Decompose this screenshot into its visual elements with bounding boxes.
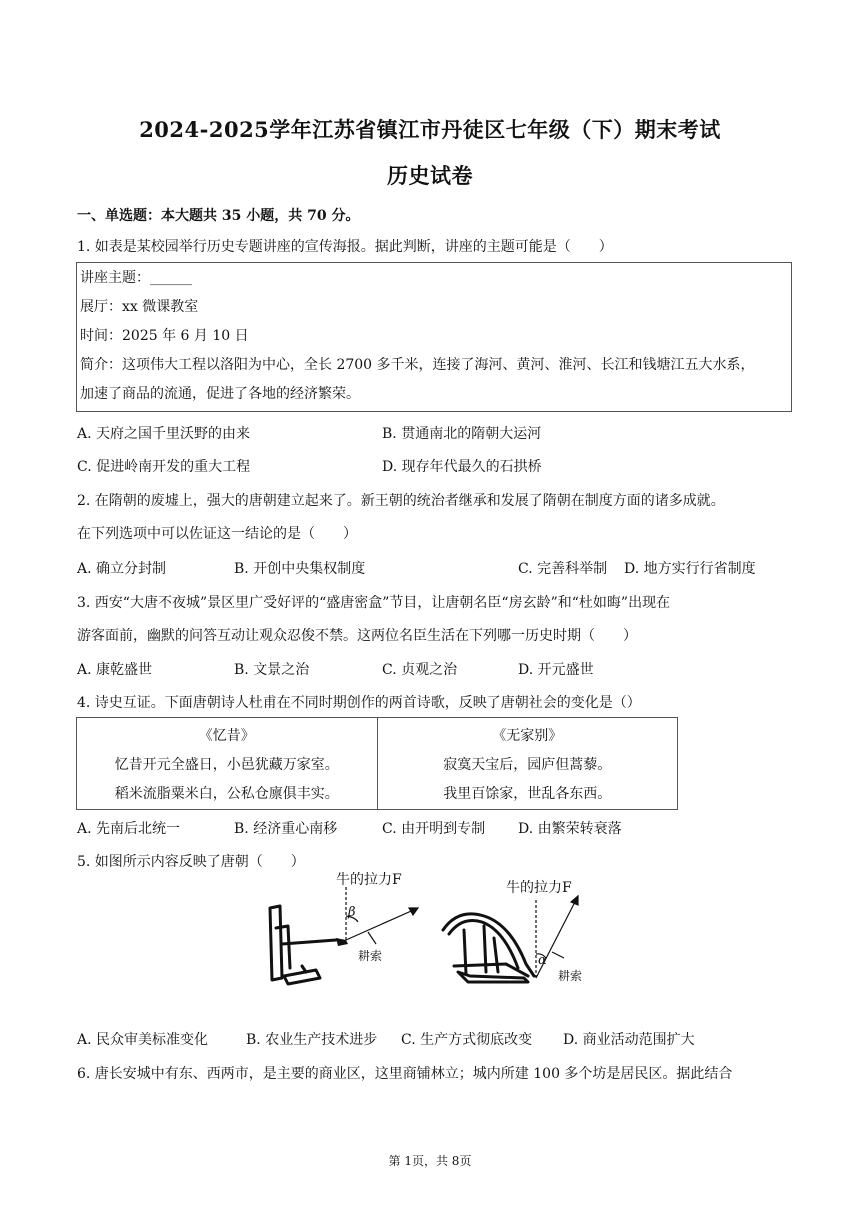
- q2-option-a[interactable]: A. 确立分封制: [77, 561, 167, 577]
- q3-option-b[interactable]: B. 文景之治: [234, 662, 310, 678]
- q1-option-c[interactable]: C. 促进岭南开发的重大工程: [77, 459, 251, 475]
- poster-intro-line-2: 加速了商品的流通，促进了各地的经济繁荣。: [80, 386, 360, 402]
- left-angle-label: β: [348, 905, 356, 920]
- q5-option-a[interactable]: A. 民众审美标准变化: [77, 1032, 209, 1048]
- q5-option-b[interactable]: B. 农业生产技术进步: [246, 1032, 378, 1048]
- straight-plough-drawing: [270, 906, 336, 984]
- poster-topic: 讲座主题：______: [80, 270, 192, 286]
- q2-option-b[interactable]: B. 开创中央集权制度: [234, 561, 366, 577]
- poem-line: 寂寞天宝后，园庐但蒿藜。: [443, 757, 612, 773]
- poster-time: 时间：2025 年 6 月 10 日: [80, 328, 249, 344]
- poem-title-yixi: 《忆昔》: [198, 728, 255, 744]
- q5-option-d[interactable]: D. 商业活动范围扩大: [563, 1032, 695, 1048]
- poem-cell-yixi: [77, 718, 378, 810]
- q4-option-c[interactable]: C. 由开明到专制: [382, 821, 486, 837]
- question-3-stem-line-2: 游客面前，幽默的问答互动让观众忍俊不禁。这两位名臣生活在下列哪一历史时期（ ）: [77, 628, 637, 644]
- right-force-label: 牛的拉力F: [506, 880, 572, 896]
- poem-line: 稻米流脂粟米白，公私仓廪俱丰实。: [114, 786, 339, 802]
- lecture-poster-box: [76, 262, 792, 412]
- q3-option-d[interactable]: D. 开元盛世: [518, 662, 594, 678]
- question-3-stem-line-1: 3. 西安“大唐不夜城”景区里广受好评的“盛唐密盒”节目，让唐朝名臣“房玄龄”和“杜如晦”出现在: [77, 595, 671, 611]
- q1-option-d[interactable]: D. 现存年代最久的石拱桥: [382, 459, 542, 475]
- q1-option-a[interactable]: A. 天府之国千里沃野的由来: [77, 426, 251, 442]
- q5-option-c[interactable]: C. 生产方式彻底改变: [401, 1032, 533, 1048]
- question-6-stem: 6. 唐长安城中有东、西两市，是主要的商业区，这里商铺林立；城内所建 100 多个坊是居民区。据此结合: [77, 1066, 733, 1082]
- poems-table: [76, 717, 678, 810]
- page-footer: 第 1页，共 8页: [388, 1154, 472, 1168]
- exam-subtitle: 历史试卷: [387, 163, 473, 188]
- q4-option-b[interactable]: B. 经济重心南移: [234, 821, 338, 837]
- q1-option-b[interactable]: B. 贯通南北的隋朝大运河: [382, 426, 542, 442]
- poster-intro-line-1: 简介：这项伟大工程以洛阳为中心，全长 2700 多千米，连接了海河、黄河、淮河、长江和钱塘江五大水系，: [80, 357, 755, 373]
- q4-option-a[interactable]: A. 先南后北统一: [77, 821, 181, 837]
- q2-option-d[interactable]: D. 地方实行行省制度: [624, 561, 756, 577]
- right-angle-label: α: [538, 953, 547, 968]
- poem-line: 忆昔开元全盛日，小邑犹藏万家室。: [114, 757, 339, 773]
- right-rope-label: 耕索: [558, 969, 583, 983]
- exam-title: 2024-2025学年江苏省镇江市丹徒区七年级（下）期末考试: [139, 117, 721, 142]
- left-force-label: 牛的拉力F: [336, 872, 402, 888]
- curved-plough-drawing: [443, 914, 534, 982]
- question-2-stem-line-1: 2. 在隋朝的废墟上，强大的唐朝建立起来了。新王朝的统治者继承和发展了隋朝在制度方面的诸多成就。: [77, 493, 725, 509]
- poster-hall: 展厅：xx 微课教室: [80, 299, 199, 315]
- q4-option-d[interactable]: D. 由繁荣转衰落: [518, 821, 622, 837]
- poem-line: 我里百馀家，世乱各东西。: [443, 786, 612, 802]
- plough-comparison-figure: [258, 868, 618, 993]
- q2-option-c[interactable]: C. 完善科举制: [518, 561, 608, 577]
- question-4-stem: 4. 诗史互证。下面唐朝诗人杜甫在不同时期创作的两首诗歌，反映了唐朝社会的变化是（）: [77, 695, 641, 711]
- straight-plough-force-diagram: [346, 886, 418, 944]
- section-heading: 一、单选题：本大题共 35 小题，共 70 分。: [77, 208, 360, 224]
- q3-option-c[interactable]: C. 贞观之治: [382, 662, 458, 678]
- left-rope-label: 耕索: [358, 949, 383, 963]
- question-2-stem-line-2: 在下列选项中可以佐证这一结论的是（ ）: [77, 526, 357, 542]
- q3-option-a[interactable]: A. 康乾盛世: [77, 662, 153, 678]
- poem-title-wujiabie: 《无家别》: [492, 728, 563, 744]
- poem-cell-wujiabie: [377, 718, 678, 810]
- question-5-stem: 5. 如图所示内容反映了唐朝（ ）: [77, 854, 305, 870]
- question-1-stem: 1. 如表是某校园举行历史专题讲座的宣传海报。据此判断，讲座的主题可能是（ ）: [77, 239, 613, 255]
